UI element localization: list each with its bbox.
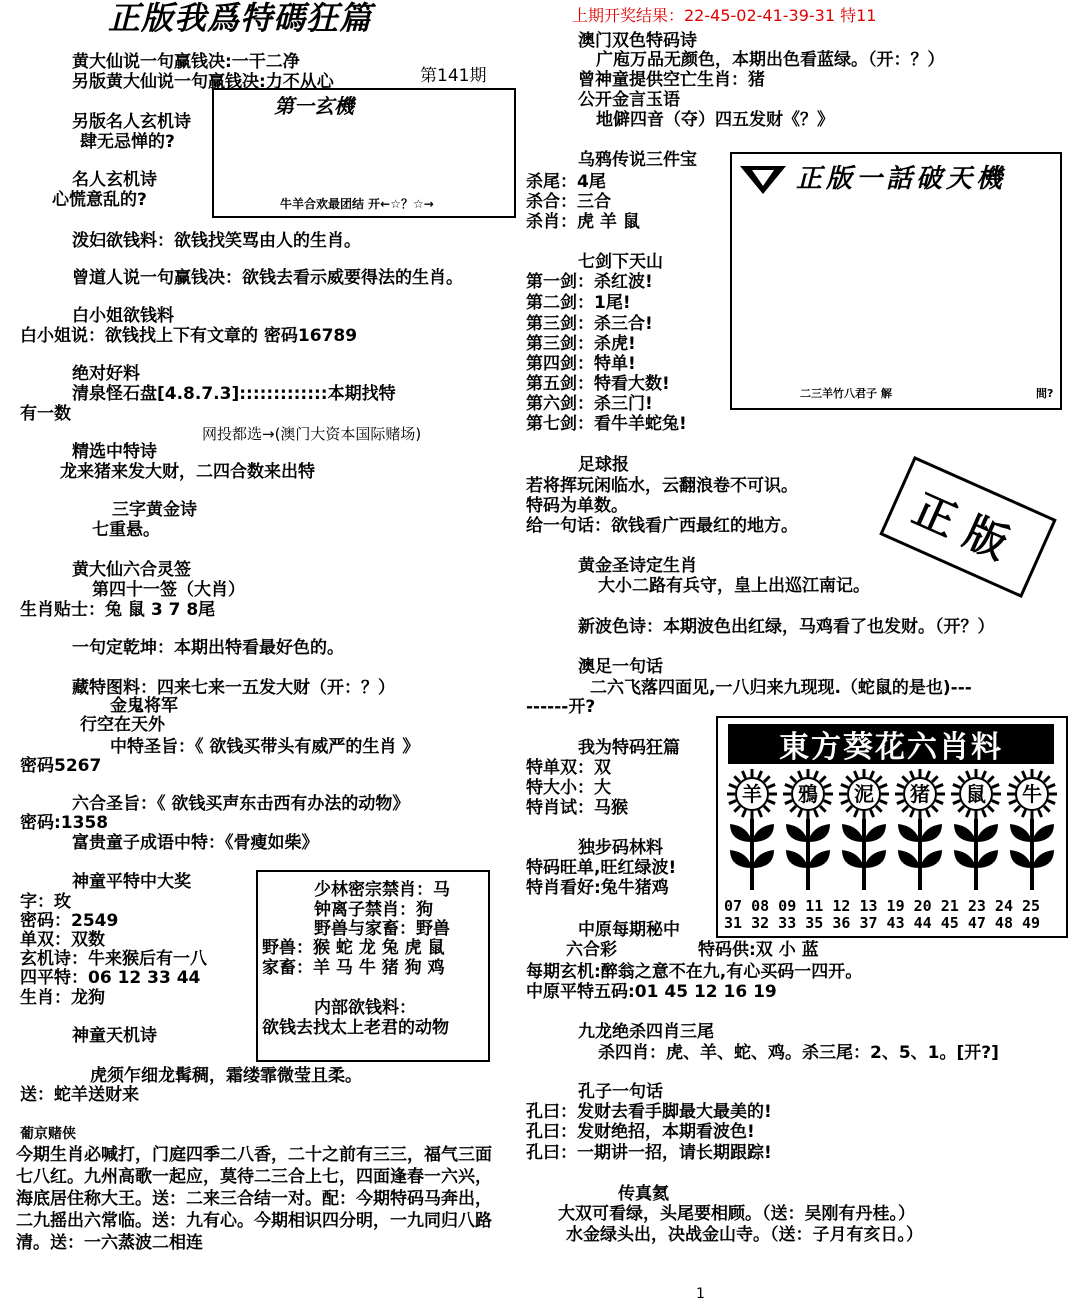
right-line-39: 传真氦: [618, 1184, 669, 1204]
right-line-36: 孔曰：发财去看手脚最大最美的!: [526, 1102, 772, 1122]
sword-1: 第一剑：杀红波!: [526, 272, 653, 292]
left-line-32: 字：玫: [20, 892, 71, 912]
right-line-19: 二六飞落四面见,一八归来九现现.（蛇鼠的是也)---: [590, 678, 972, 698]
left-line-39: 虎须乍细龙髯稠，霜缕霏微莹且柔。: [90, 1066, 362, 1086]
right-line-14: 给一句话：欲钱看广西最红的地方。: [526, 516, 798, 536]
left-line-3: 另版名人玄机诗: [72, 112, 191, 132]
left-line-10: 白小姐说：欲钱找上下有文章的 密码16789: [20, 326, 358, 346]
diamond-icon: [738, 162, 788, 196]
zhengban-stamp: [879, 456, 1056, 598]
left-line-11: 绝对好料: [72, 364, 140, 384]
right-line-24: 特肖试：马猴: [526, 798, 628, 818]
left-line-26: 中特圣旨：《 欲钱买带头有威严的生肖 》: [110, 737, 420, 757]
right-line-16: 大小二路有兵守，皇上出巡江南记。: [598, 576, 870, 596]
left-line-33: 密码：2549: [20, 911, 119, 931]
right-line-8: 杀合：三合: [526, 192, 611, 212]
sword-6: 第五剑：特看大数!: [526, 374, 670, 394]
left-line-6: 心慌意乱的?: [52, 190, 147, 210]
right-line-21: 我为特码狂篇: [578, 738, 680, 758]
left-line-36: 四平特：06 12 33 44: [20, 968, 201, 988]
right-line-15: 黄金圣诗定生肖: [578, 556, 697, 576]
issue-number: 第141期: [420, 66, 487, 86]
last-result: 上期开奖结果：22-45-02-41-39-31 特11: [572, 6, 877, 25]
right-line-37: 孔曰：发财绝招，本期看波色!: [526, 1122, 755, 1142]
sunflower-1: [724, 768, 780, 894]
right-line-5: 地僻四音（夺）四五发财《？》: [596, 110, 834, 130]
right-line-20: ------开?: [526, 697, 596, 717]
right-line-34: 杀四肖：虎、羊、蛇、鸡。杀三尾：2、5、1。[开?]: [598, 1043, 999, 1063]
right-line-31: 每期玄机:醉翁之意不在九,有心买码一四开。: [526, 962, 863, 982]
dongfang-numbers-2: 31 32 33 35 36 37 43 44 45 47 48 49: [724, 914, 1041, 932]
flower-row: [724, 768, 1060, 894]
right-line-33: 九龙绝杀四肖三尾: [578, 1022, 714, 1042]
right-line-10: 七剑下天山: [578, 252, 663, 272]
left-line-27: 密码5267: [20, 756, 102, 776]
right-line-27: 特肖看好:兔牛猪鸡: [526, 878, 669, 898]
left-line-21: 生肖贴士：兔 鼠 3 7 8尾: [20, 600, 216, 620]
left-line-16: 龙来猪来发大财，二四合数来出特: [60, 462, 315, 482]
right-line-22: 特单双：双: [526, 758, 611, 778]
sword-2: 第二剑：1尾!: [526, 293, 631, 313]
left-line-37: 生肖：龙狗: [20, 988, 105, 1008]
left-line-1: 黄大仙说一句赢钱决:一干二净: [72, 52, 300, 72]
left-line-29: 密码:1358: [20, 813, 109, 833]
left-line-2: 另版黄大仙说一句赢钱决:力不从心: [72, 72, 334, 92]
poyi-footer-right: 間?: [1036, 387, 1054, 400]
left-line-8: 曾道人说一句赢钱决：欲钱去看示威要得法的生肖。: [72, 268, 463, 288]
right-line-17: 新波色诗：本期波色出红绿，马鸡看了也发财。（开？）: [578, 617, 995, 637]
right-line-4: 公开金言玉语: [578, 90, 680, 110]
pujing-paragraph: 今期生肖必喊打，门庭四季二八香，二十之前有三三，福气三面七八红。九州高歌一起应，莫待二三合上七，四面逢春一六兴，海底居住称大王。送：二来三合结一对。配：今期特码马奔出，二九摇出六常临。送：九有心。今期相识四分明，一九同归八路清。送：一六蒸波二相连: [16, 1145, 492, 1253]
sunflower-6: [1004, 768, 1060, 894]
right-line-29: 六合彩: [566, 940, 617, 960]
right-line-32: 中原平特五码:01 45 12 16 19: [526, 982, 777, 1002]
right-line-23: 特大小：大: [526, 778, 611, 798]
left-line-23: 藏特图料：四来七来一五发大财（开：？）: [72, 678, 395, 698]
left-line-25: 行空在天外: [80, 715, 165, 735]
left-line-13: 有一数: [20, 404, 71, 424]
left-line-20: 第四十一签（大肖）: [92, 580, 245, 600]
right-line-13: 特码为单数。: [526, 496, 628, 516]
shaolin-line-5: 家畜：羊 马 牛 猪 狗 鸡: [262, 958, 445, 978]
shaolin-line-4: 野兽：猴 蛇 龙 兔 虎 鼠: [262, 938, 445, 958]
left-line-14: 网投都选→(澳门大资本国际赌场): [202, 425, 422, 443]
sword-3: 第三剑：杀三合!: [526, 314, 653, 334]
right-line-40: 大双可看绿，头尾要相顾。（送：吴刚有丹桂。）: [558, 1204, 915, 1224]
left-line-38: 神童天机诗: [72, 1026, 157, 1046]
left-line-31: 神童平特中大奖: [72, 872, 191, 892]
right-line-1: 澳门双色特码诗: [578, 31, 697, 51]
left-line-5: 名人玄机诗: [72, 170, 157, 190]
left-line-17: 三字黄金诗: [112, 500, 197, 520]
left-line-28: 六合圣旨：《 欲钱买声东击西有办法的动物》: [72, 794, 410, 814]
sunflower-5: [948, 768, 1004, 894]
left-line-15: 精选中特诗: [72, 442, 157, 462]
left-line-30: 富贵童子成语中特：《骨瘦如柴》: [72, 833, 319, 853]
left-line-9: 白小姐欲钱料: [72, 306, 174, 326]
right-line-25: 独步码林料: [578, 838, 663, 858]
left-line-41: 葡京赌侠: [20, 1126, 76, 1142]
sword-7: 第六剑：杀三门!: [526, 394, 653, 414]
sunflower-3: [836, 768, 892, 894]
xuanji-box: [212, 88, 516, 218]
sword-4: 第三剑：杀虎!: [526, 334, 636, 354]
xuanji-footer: 牛羊合欢最团结 开←☆？☆→: [280, 197, 434, 211]
sunflower-label: 羊: [742, 782, 762, 806]
zhengban-stamp-text: 正版: [905, 484, 1029, 575]
shaolin-line-7: 欲钱去找太上老君的动物: [262, 1018, 449, 1038]
poyi-box: [730, 152, 1062, 410]
dongfang-numbers-1: 07 08 09 11 12 13 19 20 21 23 24 25: [724, 897, 1041, 915]
xuanji-title: 第一玄機: [274, 94, 354, 118]
left-line-22: 一句定乾坤：本期出特看最好色的。: [72, 638, 344, 658]
right-line-3: 曾神童提供空亡生肖：猪: [578, 70, 765, 90]
shaolin-line-1: 少林密宗禁肖：马: [314, 880, 450, 900]
left-line-24: 金鬼将军: [110, 696, 178, 716]
sunflower-label: 鼠: [966, 782, 986, 806]
left-line-19: 黄大仙六合灵签: [72, 560, 191, 580]
right-line-30: 特码供:双 小 蓝: [698, 940, 819, 960]
left-line-7: 泼妇欲钱料：欲钱找笑骂由人的生肖。: [72, 231, 361, 251]
right-line-6: 乌鸦传说三件宝: [578, 150, 697, 170]
poyi-title: 正版一話破天機: [796, 164, 1007, 194]
sunflower-label: 猪: [910, 782, 930, 806]
left-line-4: 肆无忌惮的?: [80, 132, 175, 152]
sunflower-4: [892, 768, 948, 894]
shaolin-line-6: 内部欲钱料：: [314, 998, 416, 1018]
shaolin-line-3: 野兽与家畜：野兽: [314, 919, 450, 939]
sunflower-label: 牛: [1022, 782, 1042, 806]
left-line-18: 七重悬。: [92, 520, 160, 540]
right-line-38: 孔曰：一期讲一招，请长期跟踪!: [526, 1143, 772, 1163]
left-line-34: 单双：双数: [20, 930, 105, 950]
left-line-35: 玄机诗：牛来猴后有一八: [20, 949, 207, 969]
right-line-28: 中原每期秘中: [578, 920, 680, 940]
sunflower-label: 泥: [854, 782, 874, 806]
right-line-12: 若将挥玩闲临水，云翻浪卷不可识。: [526, 476, 798, 496]
right-line-41: 水金绿头出，决战金山寺。（送：子月有亥日。）: [566, 1225, 923, 1245]
left-line-12: 清泉怪石盘[4.8.7.3]:::::::::::::本期找特: [72, 384, 396, 404]
sunflower-2: [780, 768, 836, 894]
page-title: 正版我爲特碼狂篇: [108, 0, 373, 37]
sword-8: 第七剑：看牛羊蛇兔!: [526, 414, 687, 434]
page-number: 1: [696, 1286, 705, 1302]
sunflower-label: 鴉: [798, 782, 818, 806]
shaolin-line-2: 钟离子禁肖：狗: [314, 900, 433, 920]
right-line-7: 杀尾：4尾: [526, 172, 606, 192]
right-line-26: 特码旺单,旺红绿波!: [526, 858, 677, 878]
right-line-35: 孔子一句话: [578, 1082, 663, 1102]
sword-5: 第四剑：特单!: [526, 354, 636, 374]
dongfang-box: [716, 716, 1068, 938]
right-line-2: 广庖万品无颜色，本期出色看蓝绿。（开：？）: [596, 50, 945, 70]
right-line-9: 杀肖：虎 羊 鼠: [526, 212, 640, 232]
right-line-18: 澳足一句话: [578, 657, 663, 677]
left-line-40: 送：蛇羊送财来: [20, 1085, 139, 1105]
dongfang-title-bar: [728, 724, 1054, 764]
poyi-footer-left: 二三羊竹八君子 解: [800, 387, 892, 400]
dongfang-title: 東方葵花六肖料: [779, 730, 1003, 765]
right-line-11: 足球报: [578, 455, 629, 475]
